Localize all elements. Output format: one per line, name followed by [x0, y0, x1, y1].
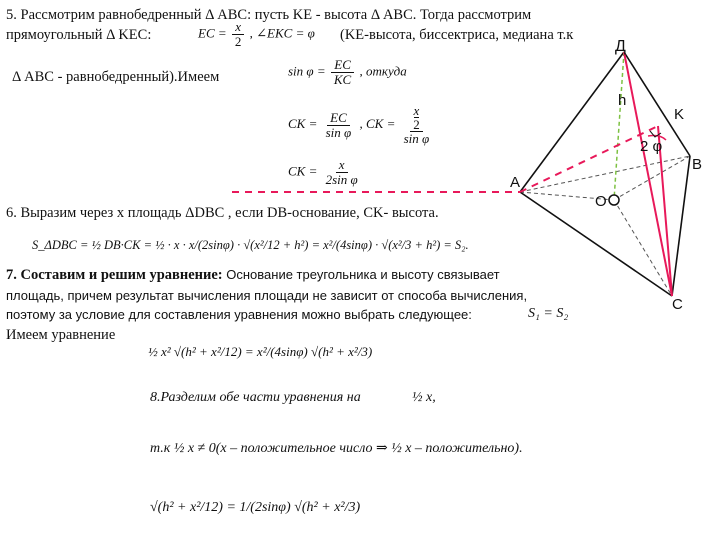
para8-fraction: ½ x,	[412, 390, 436, 405]
equation-main: ½ x² √(h² + x²/12) = x²/(4sinφ) √(h² + x²/3)	[148, 344, 373, 359]
para5-line1: 5. Рассмотрим равнобедренный Δ ABC: пусть KE - высота Δ ABC. Тогда рассмотрим	[6, 7, 532, 23]
formula-text: EC =	[198, 25, 227, 41]
formula-area-s2: S_ΔDBC = ½ DB·CK = ½ · x · x/(2sinφ) · √(x²/12 + h²) = x²/(4sinφ) · √(x²/3 + h²) = S₂.	[32, 238, 469, 252]
para6-text: 6. Выразим через x площадь ΔDBC , если DB-основание, CK- высота.	[6, 205, 439, 221]
formula-sin: sin φ = $\frac{EC}{KC}$ , откуда	[288, 57, 407, 87]
label-c: C	[672, 296, 683, 313]
final-equation: √(h² + x²/12) = 1/(2sinφ) √(h² + x²/3)	[150, 500, 361, 515]
dashed-pink-ak	[520, 126, 658, 192]
formula-text: , ∠EKC = φ	[249, 25, 315, 41]
para7-line4: Имеем уравнение	[6, 327, 116, 343]
para7-heading: 7. Составим и решим уравнение:	[6, 267, 223, 283]
label-angle: 2 φ	[640, 138, 663, 155]
point-o	[609, 195, 619, 205]
para7-line2: площадь, причем результат вычисления площади не зависит от способа вычисления,	[6, 288, 528, 303]
para7-line3: поэтому за условие для составления уравнения можно выбрать следующее:	[6, 307, 472, 322]
para5-line2-start: прямоугольный Δ KEC:	[6, 27, 152, 43]
para8-text: 8.Разделим обе части уравнения на	[150, 390, 361, 405]
para7-line1-rest: Основание треугольника и высоту связывает	[222, 267, 500, 282]
label-o: O	[595, 193, 607, 210]
formula-ck2: CK = $\frac{x}{\text{2sin φ}}$	[288, 157, 358, 187]
label-b: B	[692, 156, 703, 173]
para5-line2-end: (KE-высота, биссектриса, медиана т.к	[340, 27, 574, 43]
formula-ck1: CK = $\frac{EC}{\text{sin φ}}$ , CK = x 2 sin φ	[288, 103, 430, 146]
dashed-edge-ab	[520, 156, 690, 192]
label-d: Д	[615, 38, 626, 55]
label-a: A	[510, 174, 521, 191]
edge-da	[520, 52, 627, 192]
fraction: $\frac{x}{2}$	[232, 20, 245, 49]
height-h	[614, 52, 627, 200]
edge-bc	[672, 156, 690, 296]
para8-line2: т.к ½ x ≠ 0(x – положительное число ⇒ ½ x – положительно).	[150, 441, 523, 456]
para5-line3: Δ ABC - равнобедренный).Имеем	[12, 69, 220, 85]
label-k: K	[674, 106, 685, 123]
label-h: h	[618, 92, 627, 109]
condition-s1-s2: S₁ = S₂	[528, 306, 569, 321]
